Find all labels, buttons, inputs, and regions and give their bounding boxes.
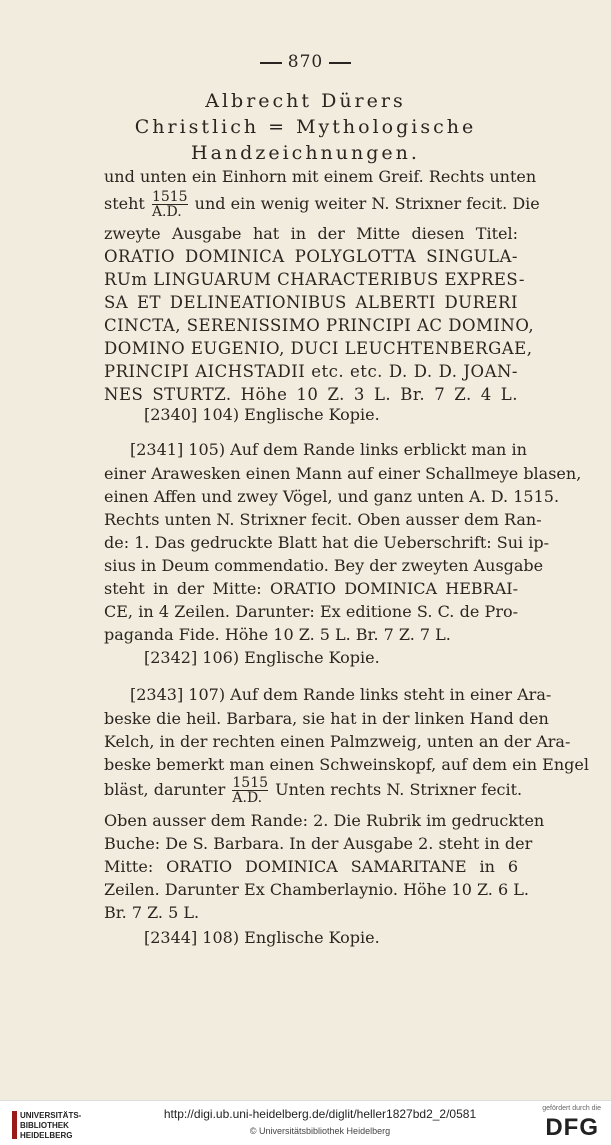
text-line: CE, in 4 Zeilen. Darunter: Ex editione S. C. de Pro- (104, 602, 518, 621)
dfg-logo[interactable]: DFG (545, 1114, 599, 1141)
library-logo[interactable] (6, 1107, 136, 1141)
text-line: bläst, darunter $\frac{1515}{A.D.}$ Unten rechts N. Strixner fecit. (104, 775, 523, 806)
text-line: beske die heil. Barbara, sie hat in der linken Hand den (104, 709, 549, 728)
text-line: DOMINO EUGENIO, DUCI LEUCHTENBERGAE, (104, 339, 533, 358)
text-line: [2342] 106) Englische Kopie. (144, 648, 380, 667)
text-line: zweyte Ausgabe hat in der Mitte diesen Titel: (104, 224, 518, 243)
text-line: sius in Deum commendatio. Bey der zweyten Ausgabe (104, 556, 544, 575)
header-line-1: Albrecht Dürers (205, 90, 406, 112)
text-line: ORATIO DOMINICA POLYGLOTTA SINGULA- (104, 247, 518, 266)
logo-text: UNIVERSITÄTS- BIBLIOTHEK HEIDELBERG (20, 1111, 82, 1140)
text-line: [2340] 104) Englische Kopie. (144, 405, 380, 424)
date-fraction: $\frac{1515}{A.D.}$ (232, 775, 269, 806)
text-line: Kelch, in der rechten einen Palmzweig, unten an der Ara- (104, 732, 571, 751)
text-line: SA ET DELINEATIONIBUS ALBERTI DURERI (104, 293, 518, 312)
text-line: Br. 7 Z. 5 L. (104, 903, 200, 922)
text-line: Buche: De S. Barbara. In der Ausgabe 2. steht in der (104, 834, 533, 853)
text-line: [2344] 108) Englische Kopie. (144, 928, 380, 947)
text-line: [2341] 105) Auf dem Rande links erblickt man in (130, 440, 527, 459)
header-line-2: Christlich = Mythologische (134, 116, 477, 138)
text-line: NES STURTZ. Höhe 10 Z. 3 L. Br. 7 Z. 4 L. (104, 385, 518, 404)
text-line: PRINCIPI AICHSTADII etc. etc. D. D. D. JOAN- (104, 362, 518, 381)
permalink-url[interactable]: http://digi.ub.uni-heidelberg.de/diglit/heller1827bd2_2/0581 (163, 1107, 477, 1121)
text-line: RUm LINGUARUM CHARACTERIBUS EXPRES- (104, 270, 525, 289)
text-line: und unten ein Einhorn mit einem Greif. Rechts unten (104, 167, 537, 186)
text-line: steht in der Mitte: ORATIO DOMINICA HEBRAI- (104, 579, 518, 598)
text-line: paganda Fide. Höhe 10 Z. 5 L. Br. 7 Z. 7 L. (104, 625, 451, 644)
funding-note: gefördert durch die (542, 1105, 601, 1112)
dash-left (260, 62, 282, 64)
text-line: einen Affen und zwey Vögel, und ganz unten A. D. 1515. (104, 487, 560, 506)
logo-mark-icon (12, 1111, 17, 1139)
text-line: Zeilen. Darunter Ex Chamberlaynio. Höhe 10 Z. 6 L. (104, 880, 529, 899)
text-line: steht $\frac{1515}{A.D.}$ und ein wenig weiter N. Strixner fecit. Die (104, 189, 540, 220)
text-line: [2343] 107) Auf dem Rande links steht in einer Ara- (130, 685, 552, 704)
page-number: 870 (0, 52, 611, 72)
text-line: Mitte: ORATIO DOMINICA SAMARITANE in 6 (104, 857, 518, 876)
text-line: beske bemerkt man einen Schweinskopf, auf dem ein Engel (104, 755, 589, 774)
text-line: de: 1. Das gedruckte Blatt hat die Ueberschrift: Sui ip- (104, 533, 549, 552)
text-line: einer Arawesken einen Mann auf einer Schallmeye blasen, (104, 464, 582, 483)
copyright-text: © Universitätsbibliothek Heidelberg (249, 1126, 391, 1136)
date-fraction: $\frac{1515}{A.D.}$ (151, 189, 188, 220)
header-line-3: Handzeichnungen. (191, 142, 420, 164)
dash-right (329, 62, 351, 64)
viewer-footer (0, 1100, 611, 1145)
text-line: CINCTA, SERENISSIMO PRINCIPI AC DOMINO, (104, 316, 535, 335)
text-line: Rechts unten N. Strixner fecit. Oben ausser dem Ran- (104, 510, 542, 529)
text-line: Oben ausser dem Rande: 2. Die Rubrik im gedruckten (104, 811, 545, 830)
